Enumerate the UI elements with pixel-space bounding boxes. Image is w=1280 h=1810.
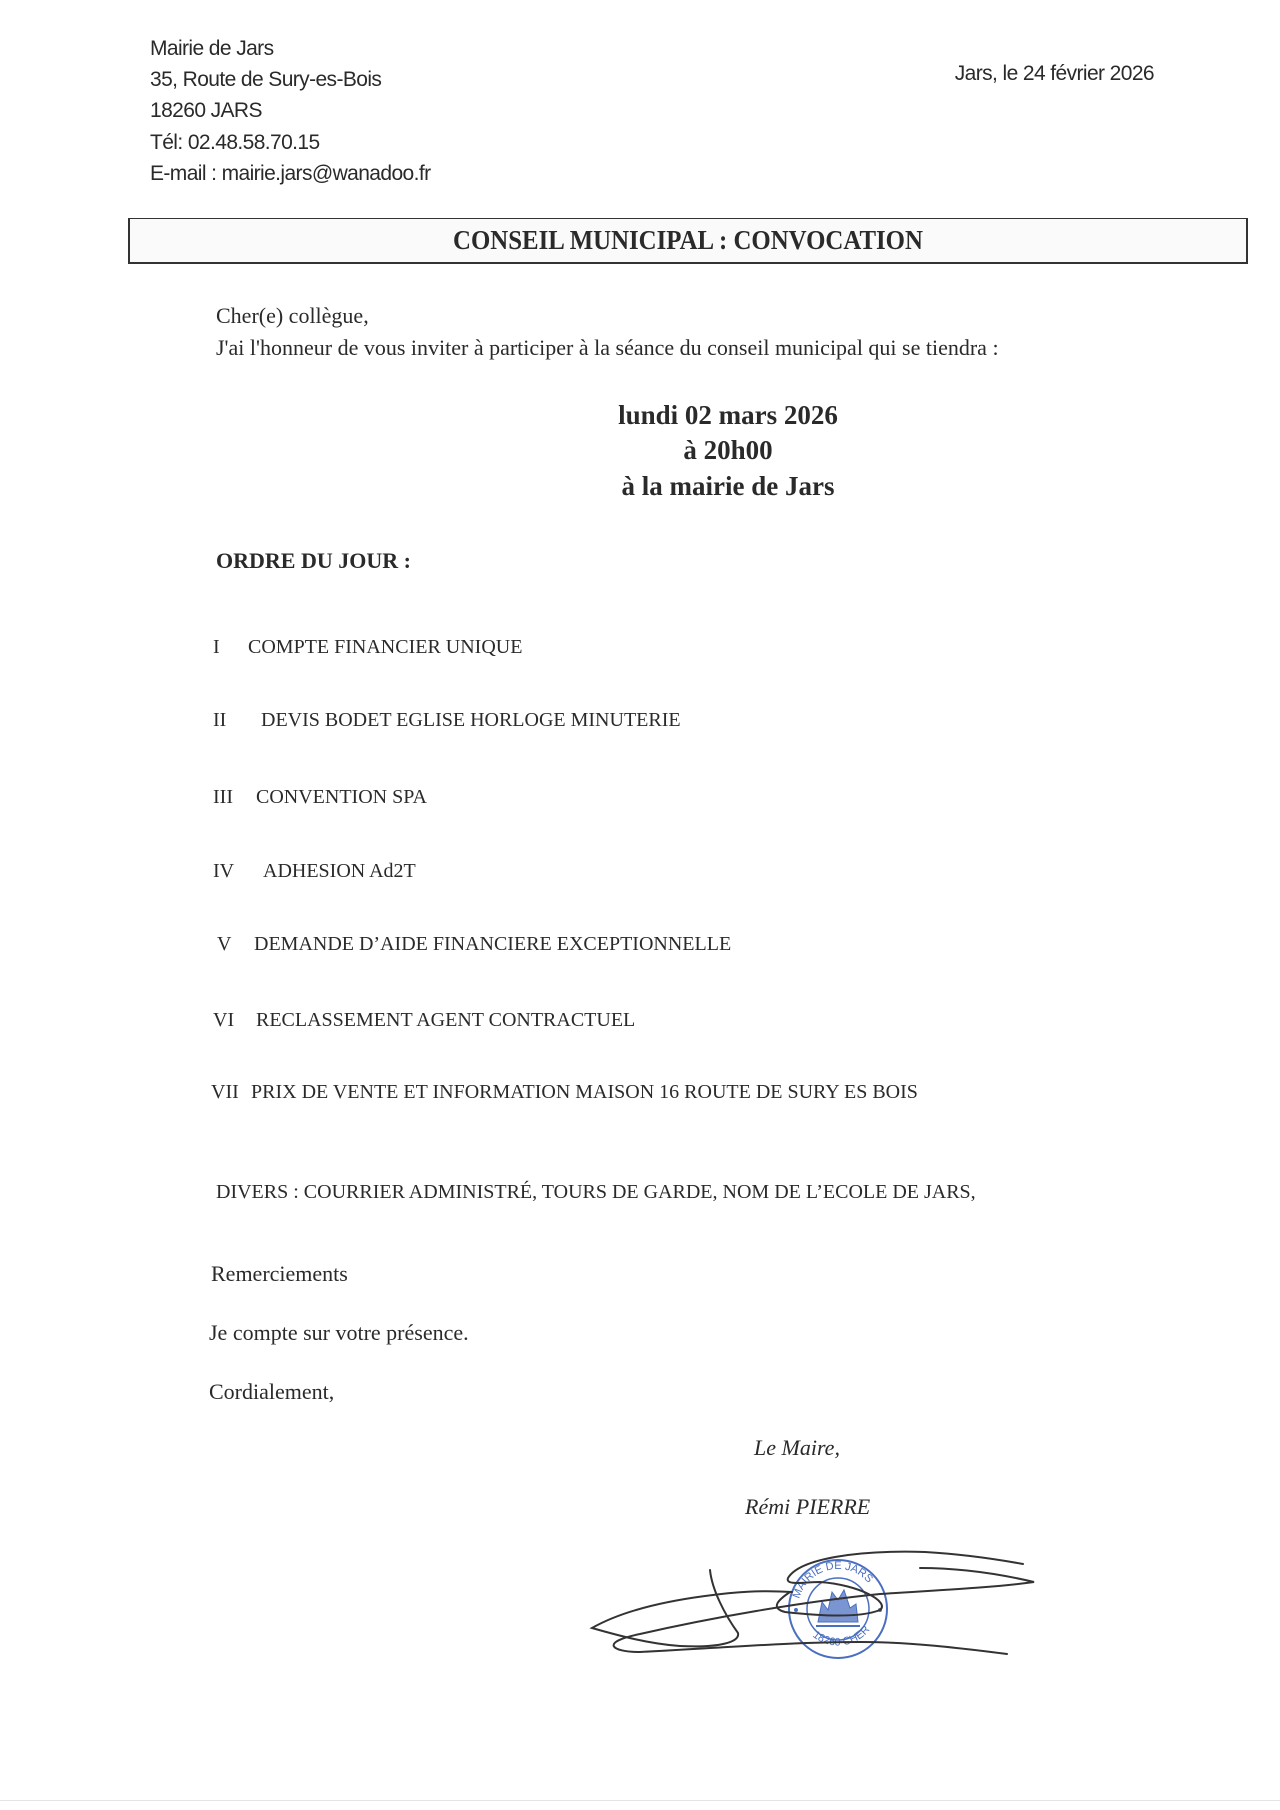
- presence-line: Je compte sur votre présence.: [209, 1320, 469, 1345]
- agenda-item-text: COMPTE FINANCIER UNIQUE: [248, 636, 523, 658]
- thanks: Remerciements: [211, 1261, 348, 1286]
- agenda-item-number: V: [217, 933, 232, 955]
- agenda-item-number: VI: [213, 1009, 235, 1031]
- agenda-item-text: CONVENTION SPA: [256, 786, 427, 808]
- document-title: CONSEIL MUNICIPAL : CONVOCATION: [453, 225, 923, 255]
- intro-text: J'ai l'honneur de vous inviter à participer à la séance du conseil municipal qui se tiendra :: [216, 335, 999, 360]
- svg-text:MAIRIE DE JARS: MAIRIE DE JARS: [790, 1559, 876, 1601]
- agenda-item-text: DEVIS BODET EGLISE HORLOGE MINUTERIE: [261, 709, 681, 731]
- agenda-heading: ORDRE DU JOUR :: [216, 548, 411, 573]
- divers-line: DIVERS : COURRIER ADMINISTRÉ, TOURS DE GARDE, NOM DE L’ECOLE DE JARS,: [216, 1181, 976, 1203]
- meeting-date: lundi 02 mars 2026: [618, 400, 838, 430]
- signatory-role: Le Maire,: [754, 1435, 840, 1460]
- agenda-item-text: PRIX DE VENTE ET INFORMATION MAISON 16 ROUTE DE SURY ES BOIS: [251, 1081, 918, 1103]
- signature-and-stamp: [560, 1530, 1060, 1680]
- agenda-item-text: RECLASSEMENT AGENT CONTRACTUEL: [256, 1009, 636, 1031]
- sender-city: 18260 JARS: [150, 99, 262, 122]
- agenda-item-number: VII: [211, 1081, 239, 1103]
- agenda-item-text: ADHESION Ad2T: [263, 860, 416, 882]
- signatory-name: Rémi PIERRE: [745, 1494, 871, 1519]
- date-line: Jars, le 24 février 2026: [954, 62, 1154, 85]
- sender-phone: Tél: 02.48.58.70.15: [150, 131, 320, 154]
- agenda-item-number: IV: [213, 860, 235, 882]
- sender-name: Mairie de Jars: [150, 37, 274, 60]
- regards: Cordialement,: [209, 1379, 335, 1404]
- meeting-time: à 20h00: [683, 435, 773, 465]
- greeting: Cher(e) collègue,: [216, 303, 369, 328]
- sender-street: 35, Route de Sury-es-Bois: [150, 68, 382, 91]
- agenda-item-text: DEMANDE D’AIDE FINANCIERE EXCEPTIONNELLE: [254, 933, 732, 955]
- agenda-item-number: III: [213, 786, 233, 808]
- meeting-place: à la mairie de Jars: [621, 471, 835, 501]
- svg-text:18260 CHER: 18260 CHER: [810, 1623, 873, 1649]
- page-edge: [0, 1800, 1280, 1801]
- agenda-item-number: II: [213, 709, 227, 731]
- agenda-item-number: I: [213, 636, 220, 658]
- sender-email: E-mail : mairie.jars@wanadoo.fr: [150, 162, 431, 185]
